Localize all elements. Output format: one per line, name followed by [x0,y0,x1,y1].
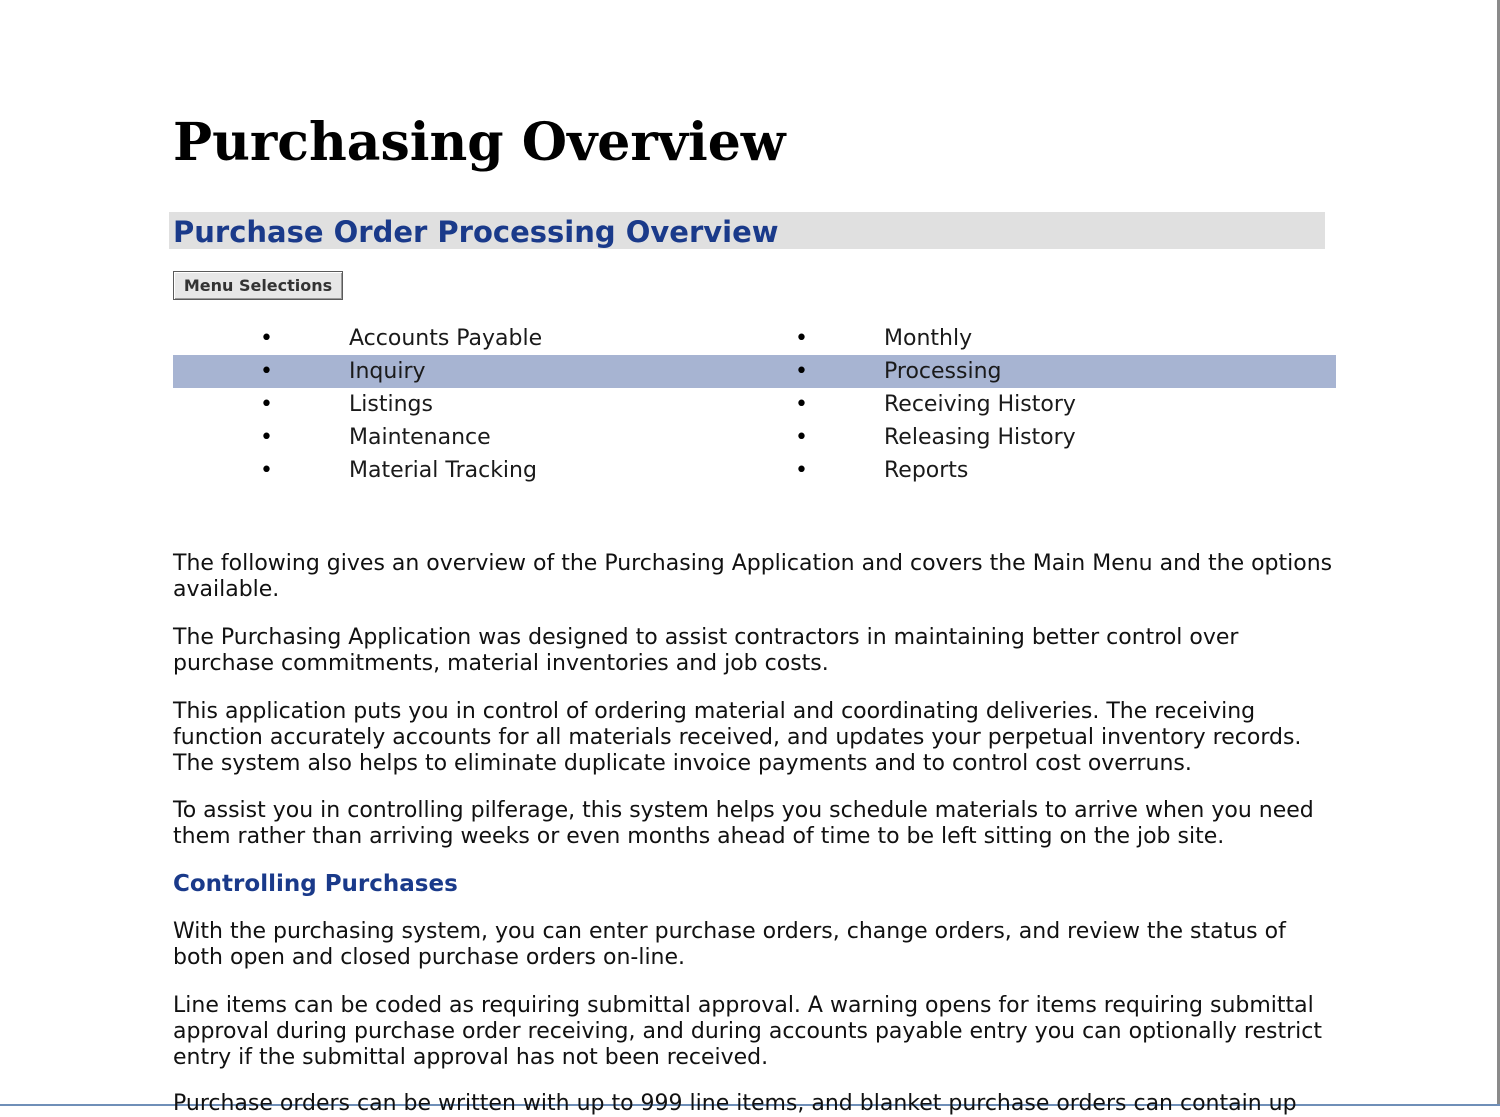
bullet-icon: • [795,326,808,351]
menu-selections-list [173,322,1336,487]
menu-row [173,322,1336,355]
bullet-icon: • [260,392,273,417]
controlling-purchases-heading: Controlling Purchases [173,871,458,897]
page-title: Purchasing Overview [173,112,786,173]
menu-item-label: Inquiry [349,359,426,384]
bullet-icon: • [260,458,273,483]
menu-row [173,454,1336,487]
menu-item-receiving-history[interactable] [795,388,1265,421]
menu-item-label: Listings [349,392,433,417]
menu-item-material-tracking[interactable] [260,454,720,487]
menu-item-processing[interactable] [795,355,1265,388]
menu-row [173,388,1336,421]
menu-item-monthly[interactable] [795,322,1265,355]
submittal-approval-paragraph: Line items can be coded as requiring submittal approval. A warning opens for items requiring submittal approval during purchase order receiving, and during accounts payable entry you can optionally restrict entry if the submittal approval has not been received. [173,993,1322,1070]
menu-item-listings[interactable] [260,388,720,421]
menu-selections-button[interactable]: Menu Selections [173,271,343,300]
line-items-paragraph: Purchase orders can be written with up to 999 line items, and blanket purchase orders can contain up [173,1091,1297,1116]
menu-item-label: Maintenance [349,425,491,450]
menu-item-label: Processing [884,359,1002,384]
bullet-icon: • [795,458,808,483]
menu-item-label: Reports [884,458,969,483]
menu-item-label: Material Tracking [349,458,537,483]
section-title: Purchase Order Processing Overview [173,215,779,249]
purchase-orders-paragraph: With the purchasing system, you can enter purchase orders, change orders, and review the status of both open and closed purchase orders on-line. [173,919,1286,970]
pilferage-paragraph: To assist you in controlling pilferage, this system helps you schedule materials to arrive when you need them rather than arriving weeks or even months ahead of time to be left sitting on the job site. [173,798,1314,849]
menu-item-maintenance[interactable] [260,421,720,454]
bullet-icon: • [260,359,273,384]
menu-row-highlighted [173,355,1336,388]
menu-item-inquiry[interactable] [260,355,720,388]
bullet-icon: • [795,425,808,450]
bullet-icon: • [795,392,808,417]
menu-row [173,421,1336,454]
bullet-icon: • [260,326,273,351]
menu-item-reports[interactable] [795,454,1265,487]
design-paragraph: The Purchasing Application was designed to assist contractors in maintaining better control over purchase commitments, material inventories and job costs. [173,625,1239,676]
bullet-icon: • [795,359,808,384]
menu-item-label: Accounts Payable [349,326,543,351]
bullet-icon: • [260,425,273,450]
menu-item-accounts-payable[interactable] [260,322,720,355]
menu-item-label: Monthly [884,326,973,351]
control-paragraph: This application puts you in control of ordering material and coordinating deliveries. The receiving function accurately accounts for all materials received, and updates your perpetual inventory records. The system also helps to eliminate duplicate invoice payments and to control cost overruns. [173,699,1302,776]
menu-item-label: Receiving History [884,392,1076,417]
menu-item-releasing-history[interactable] [795,421,1265,454]
menu-item-label: Releasing History [884,425,1076,450]
overview-paragraph: The following gives an overview of the Purchasing Application and covers the Main Menu and the options available. [173,551,1333,602]
